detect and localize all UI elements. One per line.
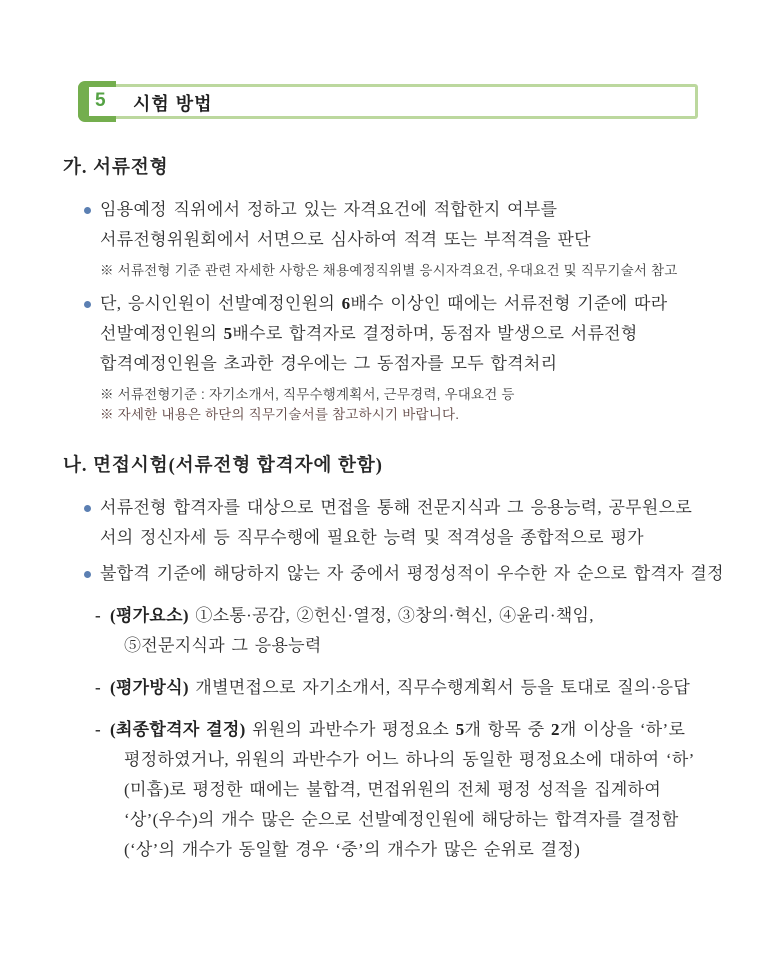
text-segment: 배수로 합격자로 결정하며, 동점자 발생으로 서류전형 xyxy=(232,324,638,343)
bold-number: 5 xyxy=(455,720,465,739)
text-line xyxy=(100,319,738,349)
bold-number: 6 xyxy=(341,294,351,313)
text-line: ⑤전문지식과 그 응용능력 xyxy=(124,636,322,655)
note-line: ※ 서류전형기준 : 자기소개서, 직무수행계획서, 근무경력, 우대요건 등 xyxy=(100,387,515,402)
bold-label: (최종합격자 결정) xyxy=(110,720,246,739)
text-line: 불합격 기준에 해당하지 않는 자 중에서 평정성적이 우수한 자 순으로 합격자 결정 xyxy=(100,564,724,583)
text-segment: 위원의 과반수가 평정요소 xyxy=(245,720,456,739)
text-segment: 선발예정인원의 xyxy=(100,324,224,343)
bold-label: (평가방식) xyxy=(110,678,189,697)
bullet-item xyxy=(63,559,738,589)
dash-marker: - xyxy=(95,606,101,625)
bullet-marker-column xyxy=(63,559,100,589)
text-segment: 개 항목 중 xyxy=(464,720,552,739)
bullet-icon xyxy=(84,207,91,214)
dash-marker: - xyxy=(95,678,101,697)
text-line: 서의 정신자세 등 직무수행에 필요한 능력 및 적격성을 종합적으로 평가 xyxy=(100,528,644,547)
text-line: 합격예정인원을 초과한 경우에는 그 동점자를 모두 합격처리 xyxy=(100,354,558,373)
text-segment: 개 이상을 ‘하’로 xyxy=(559,720,686,739)
bold-label: (평가요소) xyxy=(110,606,189,625)
bullet-item xyxy=(63,195,738,255)
text-line: 서류전형위원회에서 서면으로 심사하여 적격 또는 부적격을 판단 xyxy=(100,230,591,249)
text-line: 평정하였거나, 위원의 과반수가 어느 하나의 동일한 평정요소에 대하여 ‘하’ xyxy=(124,750,695,769)
text-line xyxy=(110,601,738,631)
dash-text xyxy=(110,601,738,661)
text-line: (미흡)로 평정한 때에는 불합격, 면접위원의 전체 평정 성적을 집계하여 xyxy=(124,780,662,799)
bullet-marker-column xyxy=(63,289,100,379)
bullet-item xyxy=(63,493,738,553)
bold-number: 5 xyxy=(223,324,233,343)
dash-item-evaluation-method xyxy=(63,673,738,703)
note-line: ※ 서류전형 기준 관련 자세한 사항은 채용예정직위별 응시자격요건, 우대요건 및 직무기술서 참고 xyxy=(100,263,678,278)
text-line: 임용예정 직위에서 정하고 있는 자격요건에 적합한지 여부를 xyxy=(100,200,558,219)
bullet-item xyxy=(63,289,738,379)
dash-text xyxy=(110,673,738,703)
dash-marker: - xyxy=(95,720,101,739)
bold-number: 2 xyxy=(551,720,560,739)
text-line xyxy=(100,289,738,319)
bullet-text xyxy=(100,493,738,553)
bullet-text xyxy=(100,559,738,589)
text-line: 서류전형 합격자를 대상으로 면접을 통해 전문지식과 그 응용능력, 공무원으로 xyxy=(100,498,693,517)
bullet-text xyxy=(100,195,738,255)
text-segment: 개별면접으로 자기소개서, 직무수행계획서 등을 토대로 질의·응답 xyxy=(188,678,691,697)
section-number-banner xyxy=(78,84,698,119)
text-segment: 단, 응시인원이 선발예정인원의 xyxy=(100,294,342,313)
bullet-marker-column xyxy=(63,195,100,255)
dash-item-evaluation-factors xyxy=(63,601,738,661)
section-number: 5 xyxy=(95,90,106,111)
subsection-heading-b: 나. 면접시험(서류전형 합격자에 한함) xyxy=(63,456,383,476)
text-segment: 배수 이상인 때에는 서류전형 기준에 따라 xyxy=(350,294,668,313)
text-segment: ①소통·공감, ②헌신·열정, ③창의·혁신, ④윤리·책임, xyxy=(188,606,594,625)
note-line: ※ 자세한 내용은 하단의 직무기술서를 참고하시기 바랍니다. xyxy=(100,407,460,422)
text-line xyxy=(110,673,738,703)
dash-item-final-decision xyxy=(63,715,738,865)
page-title: 시험 방법 xyxy=(133,94,213,114)
text-line xyxy=(110,715,738,745)
text-line: ‘상’(우수)의 개수 많은 순으로 선발예정인원에 해당하는 합격자를 결정함 xyxy=(124,810,679,829)
dash-text xyxy=(110,715,738,865)
bullet-icon xyxy=(84,571,91,578)
bullet-text xyxy=(100,289,738,379)
bullet-icon xyxy=(84,301,91,308)
notes-block xyxy=(63,385,738,425)
subsection-heading-a: 가. 서류전형 xyxy=(63,158,169,178)
text-line: (‘상’의 개수가 동일할 경우 ‘중’의 개수가 많은 순위로 결정) xyxy=(124,840,581,859)
bullet-icon xyxy=(84,505,91,512)
bullet-marker-column xyxy=(63,493,100,553)
